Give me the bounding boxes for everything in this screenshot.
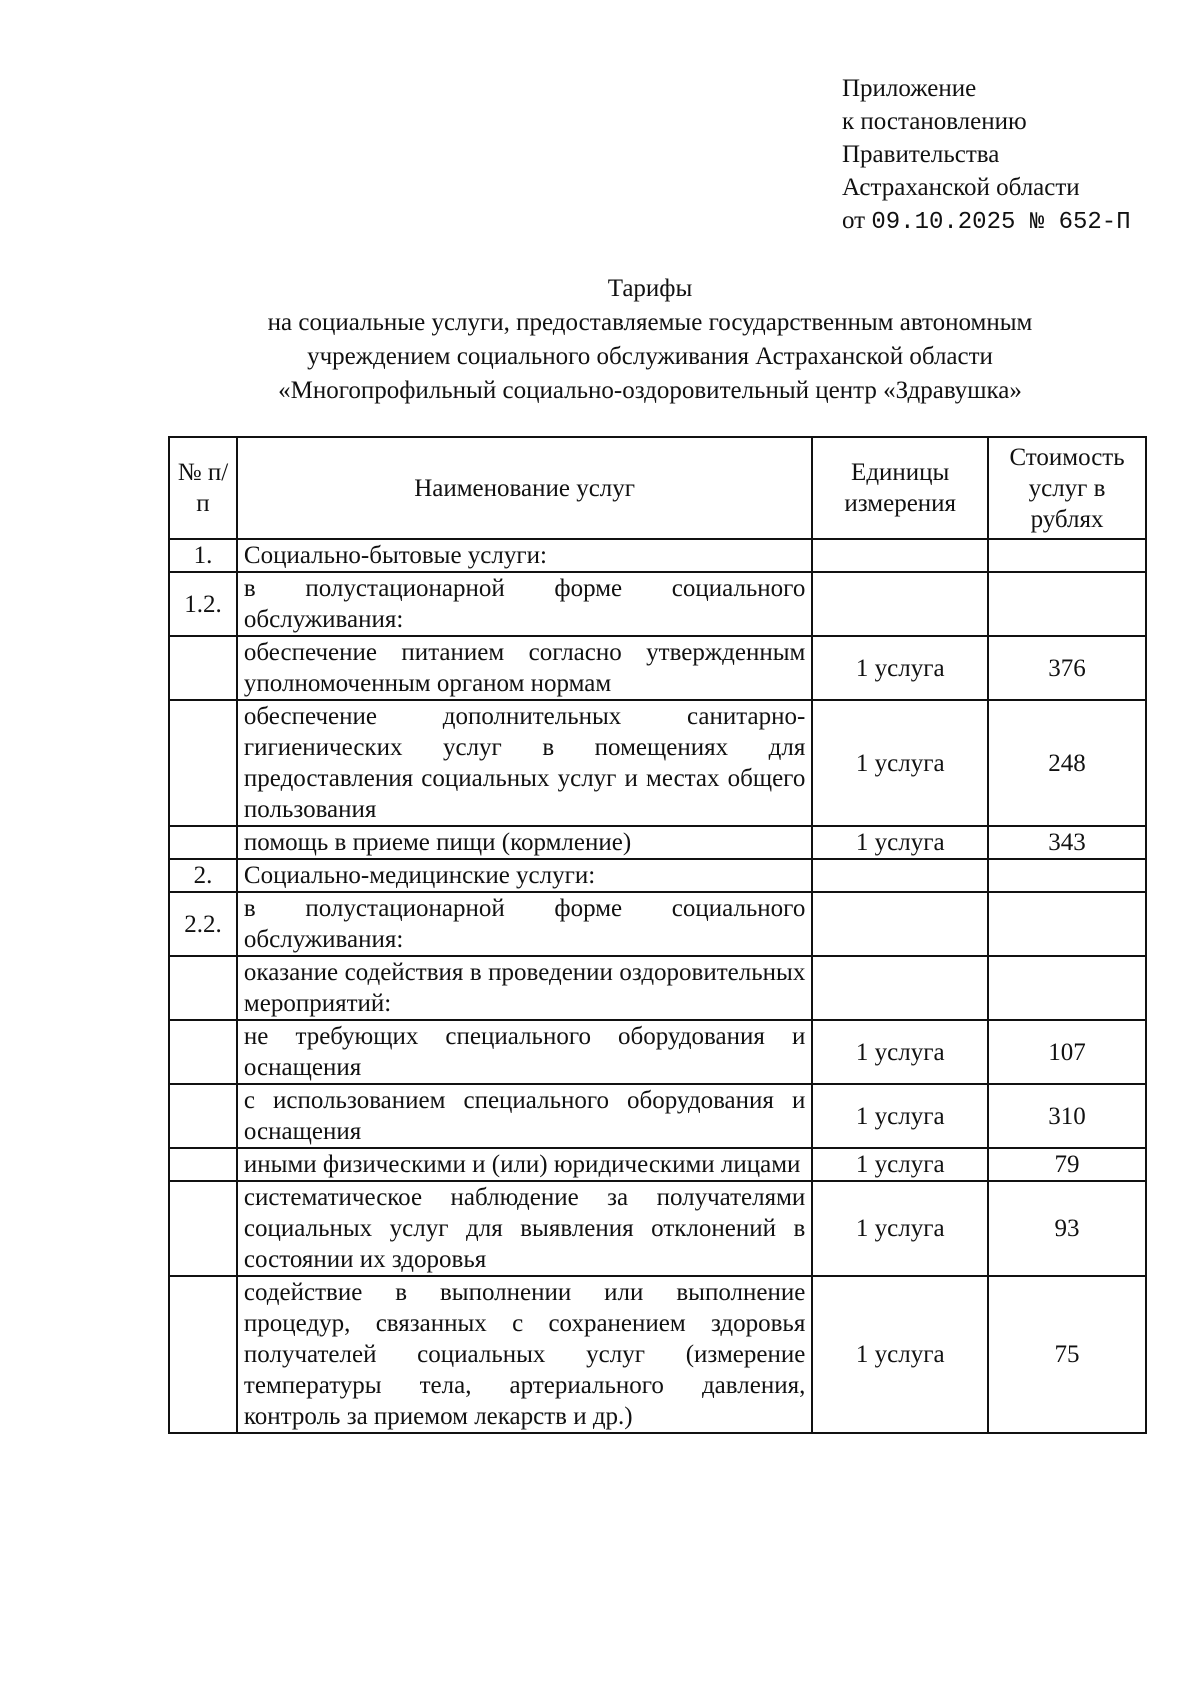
row-num [169,1181,237,1276]
title-line-3: «Многопрофильный социально-оздоровительный центр «Здравушка» [278,377,1022,404]
row-num: 1.2. [169,572,237,636]
table-row [169,892,1146,956]
row-num [169,636,237,700]
row-name: систематическое наблюдение за получателями социальных услуг для выявления отклонений в состоянии их здоровья [237,1181,812,1276]
row-unit: 1 услуга [812,1181,988,1276]
row-price [988,572,1146,636]
row-price: 248 [988,700,1146,826]
row-unit: 1 услуга [812,700,988,826]
row-price: 75 [988,1276,1146,1433]
table-row [169,700,1146,826]
row-unit: 1 услуга [812,1276,988,1433]
title-line-1: на социальные услуги, предоставляемые государственным автономным [267,309,1033,336]
row-price [988,956,1146,1020]
row-num [169,1276,237,1433]
row-num [169,1148,237,1181]
row-name: содействие в выполнении или выполнение процедур, связанных с сохранением здоровья получателей социальных услуг (измерение температуры тела, артериального давления, контроль за приемом лекарств и др.) [237,1276,812,1433]
row-price: 79 [988,1148,1146,1181]
appendix-date-prefix: от [842,207,866,234]
row-num [169,1020,237,1084]
row-unit [812,572,988,636]
row-price: 93 [988,1181,1146,1276]
row-unit [812,539,988,572]
appendix-line-3: Правительства [842,141,1000,168]
row-price: 310 [988,1084,1146,1148]
row-unit [812,956,988,1020]
row-name: обеспечение питанием согласно утвержденным уполномоченным органом нормам [237,636,812,700]
header-price: Стоимость услуг в рублях [988,437,1146,539]
header-unit: Единицы измерения [812,437,988,539]
row-price [988,859,1146,892]
table-row [169,572,1146,636]
table-row [169,859,1146,892]
row-unit: 1 услуга [812,1148,988,1181]
appendix-block [842,72,1131,239]
row-name: оказание содействия в проведении оздоровительных мероприятий: [237,956,812,1020]
row-unit: 1 услуга [812,1084,988,1148]
row-price [988,539,1146,572]
row-price: 376 [988,636,1146,700]
table-row [169,1084,1146,1148]
row-name: в полустационарной форме социального обслуживания: [237,892,812,956]
appendix-line-4: Астраханской области [842,174,1080,201]
table-row [169,1148,1146,1181]
row-name: Социально-бытовые услуги: [237,539,812,572]
row-name: с использованием специального оборудования и оснащения [237,1084,812,1148]
header-name: Наименование услуг [237,437,812,539]
title-line-2: учреждением социального обслуживания Астраханской области [307,343,993,370]
row-num: 1. [169,539,237,572]
table-header-row [169,437,1146,539]
row-name: в полустационарной форме социального обслуживания: [237,572,812,636]
row-num: 2. [169,859,237,892]
row-unit: 1 услуга [812,636,988,700]
table-row [169,1276,1146,1433]
appendix-line-2: к постановлению [842,108,1027,135]
row-price: 343 [988,826,1146,859]
appendix-line-1: Приложение [842,75,977,102]
table-row [169,1181,1146,1276]
table-row [169,1020,1146,1084]
row-name: помощь в приеме пищи (кормление) [237,826,812,859]
row-price [988,892,1146,956]
row-name: Социально-медицинские услуги: [237,859,812,892]
row-name: не требующих специального оборудования и оснащения [237,1020,812,1084]
title-heading: Тарифы [607,275,693,302]
row-num [169,826,237,859]
row-unit: 1 услуга [812,1020,988,1084]
table-row [169,826,1146,859]
row-name: обеспечение дополнительных санитарно-гигиенических услуг в помещениях для предоставления социальных услуг и местах общего пользования [237,700,812,826]
row-price: 107 [988,1020,1146,1084]
appendix-date-line [842,204,1131,239]
header-num: № п/п [169,437,237,539]
document-title [150,272,1150,408]
row-num: 2.2. [169,892,237,956]
tariffs-table [168,436,1147,1434]
row-unit [812,892,988,956]
table-row [169,956,1146,1020]
row-num [169,956,237,1020]
row-unit: 1 услуга [812,826,988,859]
row-unit [812,859,988,892]
table-row [169,539,1146,572]
table-row [169,636,1146,700]
appendix-date-number: 09.10.2025 № 652-П [871,209,1131,236]
row-name: иными физическими и (или) юридическими лицами [237,1148,812,1181]
row-num [169,700,237,826]
row-num [169,1084,237,1148]
